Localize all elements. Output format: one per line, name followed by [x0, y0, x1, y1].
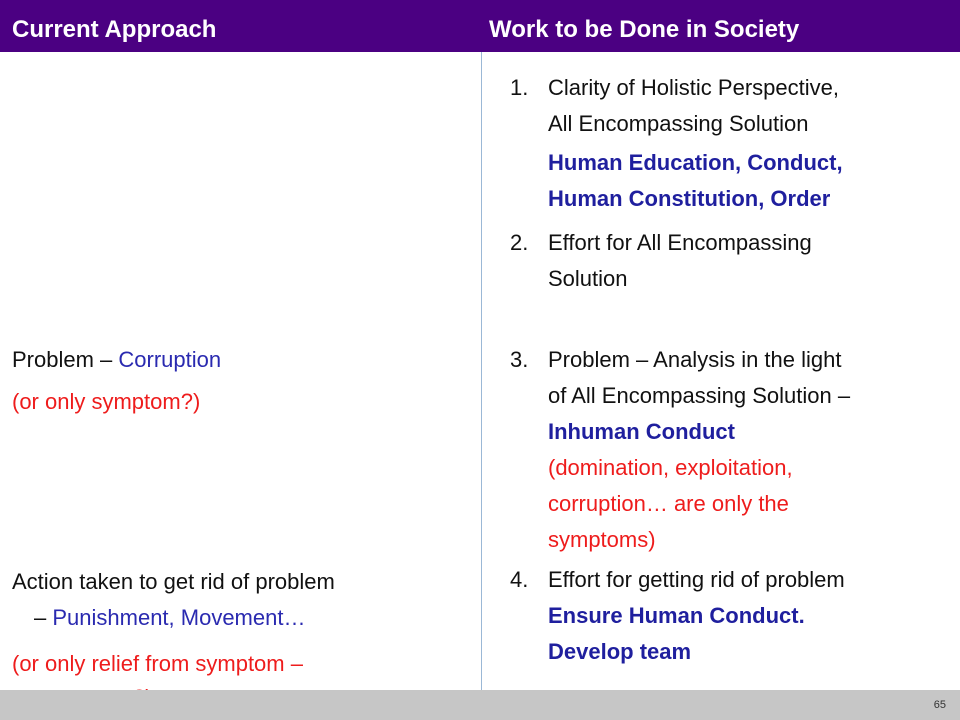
item-3-line2 [548, 378, 850, 414]
right-column-title: Work to be Done in Society [489, 16, 800, 43]
item-3-number: 3. [510, 347, 529, 372]
item-1-number: 1. [510, 75, 529, 100]
action-dash: – [34, 605, 53, 630]
item-4-bold-line1: Ensure Human Conduct. [548, 603, 805, 628]
problem-highlight: Corruption [118, 347, 222, 372]
item-4-number: 4. [510, 567, 529, 592]
item-4-bold-line2: Develop team [548, 639, 692, 664]
problem-line [12, 342, 221, 378]
item-1-bold-line2: Human Constitution, Order [548, 186, 831, 211]
item-3-bold-line1: Inhuman Conduct [548, 419, 735, 444]
left-column-title: Current Approach [12, 16, 217, 43]
item-3-line2-text: of All Encompassing Solution – [548, 383, 851, 408]
item-3-red-line1: (domination, exploitation, [548, 455, 793, 480]
item-1-bold-line1: Human Education, Conduct, [548, 150, 843, 175]
column-divider [481, 52, 482, 692]
item-4-line1: Effort for getting rid of problem [548, 567, 845, 592]
footer-bar [0, 690, 960, 720]
page-number: 65 [933, 699, 946, 711]
action-line2 [34, 600, 305, 636]
item-3-red-line3: symptoms) [548, 527, 656, 552]
item-2-line2: Solution [548, 266, 628, 291]
action-line1: Action taken to get rid of problem [12, 569, 335, 594]
problem-note: (or only symptom?) [12, 389, 201, 414]
item-1-line1: Clarity of Holistic Perspective, [548, 75, 839, 100]
item-1-line2: All Encompassing Solution [548, 111, 809, 136]
problem-prefix: Problem – [12, 347, 119, 372]
action-note-line1: (or only relief from symptom – [12, 651, 303, 676]
item-3-line1: Problem – Analysis in the light [548, 347, 842, 372]
item-2-number: 2. [510, 230, 529, 255]
action-highlight: Punishment, Movement… [52, 605, 306, 630]
item-2-line1: Effort for All Encompassing [548, 230, 812, 255]
item-3-red-line2: corruption… are only the [548, 491, 789, 516]
